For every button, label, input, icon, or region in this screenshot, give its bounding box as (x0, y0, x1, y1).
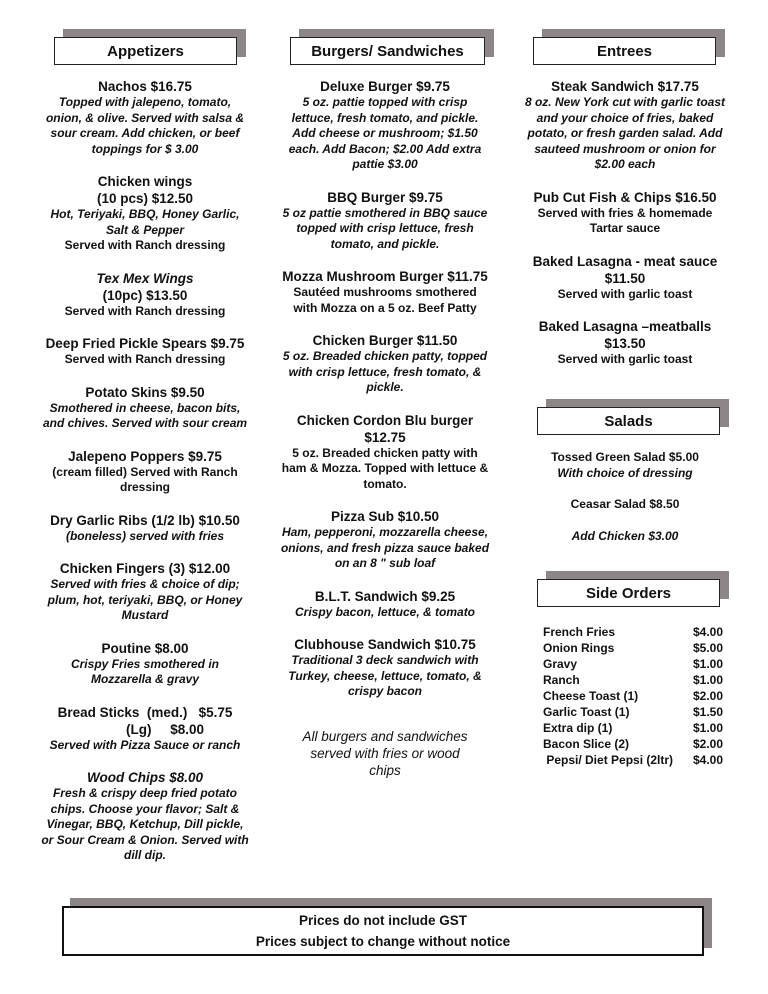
menu-item: Nachos $16.75 Topped with jalepeno, tomato, onion, & olive. Served with salsa & sour cream. Add chicken, or beef toppings for $ 3.00 (45, 79, 245, 156)
salads-header: Salads (537, 407, 720, 435)
menu-item: Poutine $8.00 Crispy Fries smothered in Mozzarella & gravy (70, 640, 220, 686)
menu-item: Deluxe Burger $9.75 5 oz. pattie topped with crisp lettuce, fresh tomato, and pickle. Add cheese or mushroom; $1.50 each. Add Bacon; $2.00 Add extra pattie $3.00 (288, 79, 482, 171)
menu-item: Chicken Cordon Blu burger $12.75 5 oz. Breaded chicken patty with ham & Mozza. Topped with lettuce & tomato. (281, 412, 489, 491)
menu-item: Potato Skins $9.50 Smothered in cheese, bacon bits, and chives. Served with sour cream (42, 384, 248, 430)
list-item: Pepsi/ Diet Pepsi (2ltr) $4.00 (543, 753, 723, 767)
menu-item: Steak Sandwich $17.75 8 oz. New York cut with garlic toast and your choice of fries, baked potato, or fresh garden salad. Add sauteed mushroom or onion for $2.00 each (524, 79, 726, 171)
menu-item: Pub Cut Fish & Chips $16.50 Served with fries & homemade Tartar sauce (533, 189, 717, 235)
entrees-column (522, 78, 728, 384)
menu-item: Wood Chips $8.00 Fresh & crispy deep fried potato chips. Choose your flavor; Salt & Vinegar, BBQ, Ketchup, Dill pickle, or Sour Cream & Onion. Served with dill dip. (41, 770, 249, 862)
menu-item: Chicken Burger $11.50 5 oz. Breaded chicken patty, topped with crisp lettuce, fresh tomato, & pickle. (282, 333, 488, 394)
list-item: Extra dip (1) $1.00 (543, 721, 723, 735)
salad-caesar: Ceasar Salad $8.50 (570, 497, 680, 511)
salads-section (522, 450, 728, 544)
list-item: Gravy $1.00 (543, 657, 723, 671)
menu-item: Jalepeno Poppers $9.75 (cream filled) Served with Ranch dressing (52, 448, 238, 494)
side-orders-list (543, 624, 723, 768)
menu-item: Chicken Fingers (3) $12.00 Served with fries & choice of dip; plum, hot, teriyaki, BBQ, or Honey Mustard (47, 561, 243, 622)
menu-item: BBQ Burger $9.75 5 oz pattie smothered in BBQ sauce topped with crisp lettuce, fresh tomato, and pickle. (282, 189, 488, 251)
side-orders-header: Side Orders (537, 579, 720, 607)
menu-item: Clubhouse Sandwich $10.75 Traditional 3 deck sandwich with Turkey, cheese, lettuce, tomato, & crispy bacon (288, 637, 482, 698)
list-item: Garlic Toast (1) $1.50 (543, 705, 723, 719)
list-item: French Fries $4.00 (543, 625, 723, 639)
menu-item: Deep Fried Pickle Spears $9.75 Served with Ranch dressing (45, 336, 245, 366)
menu-item: Dry Garlic Ribs (1/2 lb) $10.50 (boneless) served with fries (50, 512, 240, 543)
menu-item: Tex Mex Wings (10pc) $13.50 Served with Ranch dressing (64, 270, 226, 318)
burgers-footer-note: All burgers and sandwiches served with fries or wood chips (302, 728, 468, 778)
menu-item: Baked Lasagna –meatballs $13.50 Served with garlic toast (538, 319, 712, 366)
menu-item: Baked Lasagna - meat sauce $11.50 Served with garlic toast (532, 253, 718, 301)
price-notice (62, 906, 704, 956)
menu-item: Chicken wings (10 pcs) $12.50 Hot, Teriyaki, BBQ, Honey Garlic, Salt & Pepper Served with Ranch dressing (50, 174, 240, 252)
list-item: Onion Rings $5.00 (543, 641, 723, 655)
salad-tossed-desc: With choice of dressing (557, 465, 693, 480)
list-item: Cheese Toast (1) $2.00 (543, 689, 723, 703)
appetizers-column (40, 78, 250, 880)
salad-tossed: Tossed Green Salad $5.00 (551, 450, 699, 464)
burgers-header: Burgers/ Sandwiches (290, 37, 485, 65)
menu-item: Bread Sticks (med.) $5.75 (Lg) $8.00 Served with Pizza Sauce or ranch (49, 704, 241, 752)
menu-item: Mozza Mushroom Burger $11.75 Sautéed mushrooms smothered with Mozza on a 5 oz. Beef Patty (282, 269, 488, 315)
entrees-header: Entrees (533, 37, 716, 65)
price-notice-line2: Prices subject to change without notice (255, 934, 511, 949)
list-item: Bacon Slice (2) $2.00 (543, 737, 723, 751)
price-notice-line1: Prices do not include GST (298, 913, 468, 928)
list-item: Ranch $1.00 (543, 673, 723, 687)
appetizers-header: Appetizers (54, 37, 237, 65)
burgers-column (280, 78, 490, 779)
menu-item: B.L.T. Sandwich $9.25 Crispy bacon, lettuce, & tomato (294, 588, 476, 619)
salad-add-chicken: Add Chicken $3.00 (571, 528, 679, 543)
menu-item: Pizza Sub $10.50 Ham, pepperoni, mozzarella cheese, onions, and fresh pizza sauce baked on an 8 " sub loaf (280, 509, 490, 570)
